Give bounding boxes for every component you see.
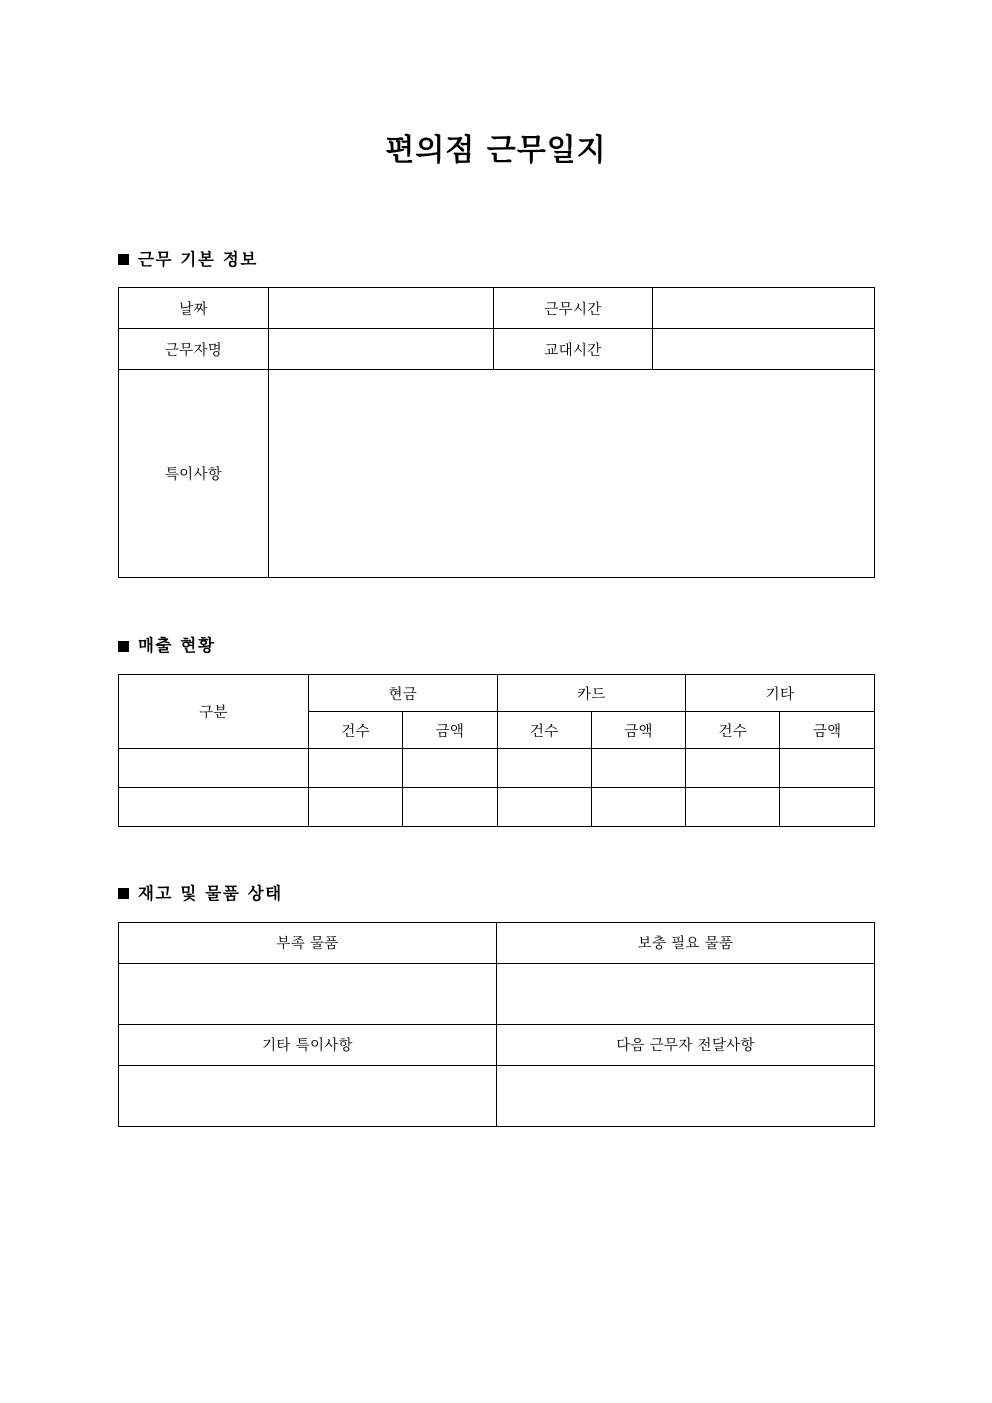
etc-amount-cell[interactable] (780, 788, 874, 827)
black-square-bullet-icon (118, 641, 129, 652)
shift-time-input-cell[interactable] (653, 329, 875, 370)
cash-count-cell[interactable] (309, 788, 403, 827)
category-cell[interactable] (119, 788, 309, 827)
etc-count-cell[interactable] (686, 749, 780, 788)
restock-items-input-cell[interactable] (497, 963, 875, 1024)
date-label: 날짜 (119, 288, 269, 329)
card-count-cell[interactable] (497, 788, 591, 827)
card-count-cell[interactable] (497, 749, 591, 788)
work-hours-input-cell[interactable] (653, 288, 875, 329)
payment-method-header-etc: 기타 (686, 675, 875, 712)
subheader-card-count: 건수 (497, 712, 591, 749)
shortage-items-label: 부족 물품 (119, 922, 497, 963)
table-header-row (119, 675, 875, 712)
cash-amount-cell[interactable] (403, 788, 497, 827)
black-square-bullet-icon (118, 254, 129, 265)
shortage-items-input-cell[interactable] (119, 963, 497, 1024)
section-work-basic-info (118, 250, 874, 579)
other-notes-label: 기타 특이사항 (119, 1024, 497, 1065)
table-row (119, 788, 875, 827)
shift-time-label: 교대시간 (494, 329, 653, 370)
subheader-etc-count: 건수 (686, 712, 780, 749)
table-row (119, 749, 875, 788)
table-row (119, 963, 875, 1024)
payment-method-header-cash: 현금 (309, 675, 498, 712)
section-heading-label: 근무 기본 정보 (138, 249, 258, 269)
handover-notes-input-cell[interactable] (497, 1065, 875, 1126)
worker-name-input-cell[interactable] (269, 329, 494, 370)
etc-amount-cell[interactable] (780, 749, 874, 788)
notes-label: 특이사항 (119, 370, 269, 578)
card-amount-cell[interactable] (591, 788, 685, 827)
section-inventory-status (118, 884, 874, 1127)
date-input-cell[interactable] (269, 288, 494, 329)
section-heading-inventory-status (118, 884, 874, 904)
table-header-row (119, 922, 875, 963)
other-notes-input-cell[interactable] (119, 1065, 497, 1126)
worker-name-label: 근무자명 (119, 329, 269, 370)
subheader-etc-amount: 금액 (780, 712, 874, 749)
payment-method-header-card: 카드 (497, 675, 686, 712)
sales-status-table (118, 674, 875, 827)
subheader-card-amount: 금액 (591, 712, 685, 749)
subheader-cash-count: 건수 (309, 712, 403, 749)
notes-input-cell[interactable] (269, 370, 875, 578)
work-hours-label: 근무시간 (494, 288, 653, 329)
restock-items-label: 보충 필요 물품 (497, 922, 875, 963)
inventory-status-table (118, 922, 875, 1127)
black-square-bullet-icon (118, 888, 129, 899)
section-heading-sales-status (118, 636, 874, 656)
cash-count-cell[interactable] (309, 749, 403, 788)
category-cell[interactable] (119, 749, 309, 788)
card-amount-cell[interactable] (591, 749, 685, 788)
table-header-row (119, 1024, 875, 1065)
table-row (119, 1065, 875, 1126)
work-basic-info-table (118, 287, 875, 578)
table-row (119, 288, 875, 329)
table-row (119, 370, 875, 578)
section-heading-work-basic-info (118, 250, 874, 270)
subheader-cash-amount: 금액 (403, 712, 497, 749)
section-heading-label: 매출 현황 (138, 636, 216, 656)
section-heading-label: 재고 및 물품 상태 (138, 884, 283, 904)
page-bottom-spacer (118, 1127, 874, 1137)
page-title: 편의점 근무일지 (385, 133, 607, 168)
section-sales-status (118, 636, 874, 827)
cash-amount-cell[interactable] (403, 749, 497, 788)
category-header: 구분 (119, 675, 309, 749)
handover-notes-label: 다음 근무자 전달사항 (497, 1024, 875, 1065)
table-row (119, 329, 875, 370)
etc-count-cell[interactable] (686, 788, 780, 827)
